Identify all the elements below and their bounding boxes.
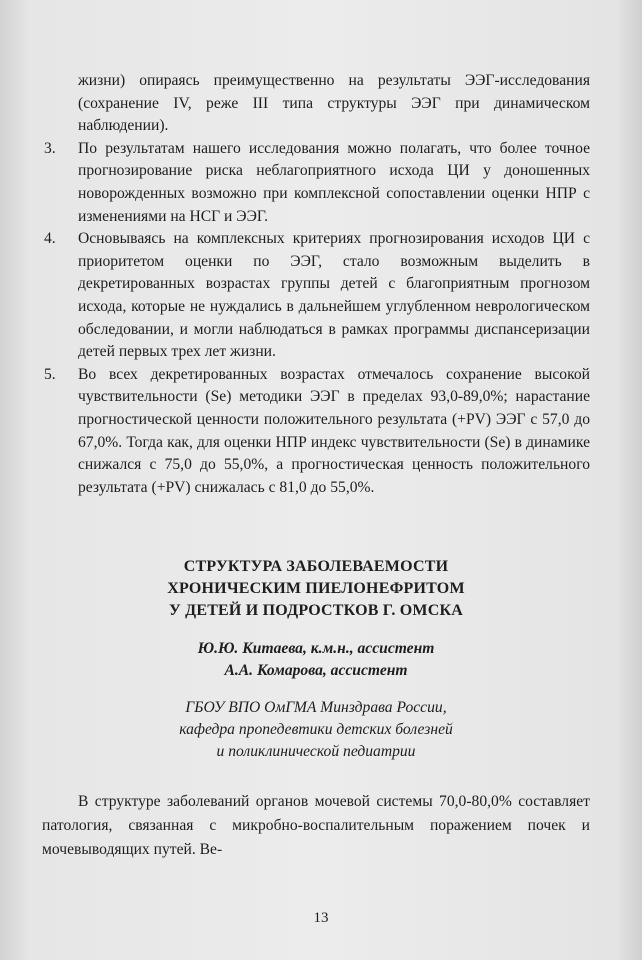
conclusions-list — [42, 138, 590, 500]
article-title-line: ХРОНИЧЕСКИМ ПИЕЛОНЕФРИТОМ — [167, 580, 465, 598]
list-item — [42, 138, 590, 228]
list-item-text: Основываясь на комплексных критериях прогнозирования исходов ЦИ с приоритетом оценки по ЭЭГ, стало возможным выделить в декретированных возрастах группы детей с благоприятным прогнозом исхода, которые не нуждались в дальнейшем углубленном неврологическом обследовании, и могли наблюдаться в рамках программы диспансеризации детей первых трех лет жизни. — [78, 230, 590, 361]
list-item-text: По результатам нашего исследования можно полагать, что более точное прогнозирование риска неблагоприятного исхода ЦИ у доношенных новорожденных возможно при комплексной сопоставлении оценки НПР с изменениями на НСГ и ЭЭГ. — [78, 139, 590, 225]
author-line: Ю.Ю. Китаева, к.м.н., ассистент — [197, 640, 435, 658]
affiliation-line: ГБОУ ВПО ОмГМА Минздрава России, — [185, 699, 447, 717]
article-title-line: СТРУКТУРА ЗАБОЛЕВАЕМОСТИ — [183, 558, 449, 576]
list-item-number: 3. — [44, 139, 56, 157]
author-line: А.А. Комарова, ассистент — [224, 662, 408, 680]
list-item — [42, 228, 590, 364]
list-item-text: Во всех декретированных возрастах отмечалось сохранение высокой чувствительности (Se) методики ЭЭГ в пределах 93,0-89,0%; нарастание прогностической ценности положительного результата (+PV) ЭЭГ с 57,0 до 67,0%. Тогда как, для оценки НПР индекс чувствительности (Se) в динамике снижался с 75,0 до 55,0%, а прогностическая ценность положительного результата (+PV) снижалась с 81,0 до 55,0%. — [78, 365, 590, 496]
list-item-number: 5. — [44, 365, 56, 383]
page-number: 13 — [313, 910, 329, 926]
article-first-paragraph: В структуре заболеваний органов мочевой системы 70,0-80,0% составляет патология, связанная с микробно-воспалительным поражением почек и мочевыводящих путей. Ве- — [42, 793, 590, 859]
article-title-line: У ДЕТЕЙ И ПОДРОСТКОВ Г. ОМСКА — [168, 602, 464, 620]
affiliation-line: и поликлинической педиатрии — [216, 743, 416, 761]
affiliation-line: кафедра пропедевтики детских болезней — [179, 721, 453, 739]
list-item-number: 4. — [44, 230, 56, 248]
list-item — [42, 364, 590, 500]
continued-paragraph: жизни) опираясь преимущественно на результаты ЭЭГ-исследования (сохранение IV, реже III типа структуры ЭЭГ при динамическом наблюдении). — [78, 72, 590, 135]
article-authors — [42, 638, 590, 682]
article-affiliation — [42, 697, 590, 763]
page-text — [42, 70, 590, 862]
article-title — [42, 556, 590, 622]
